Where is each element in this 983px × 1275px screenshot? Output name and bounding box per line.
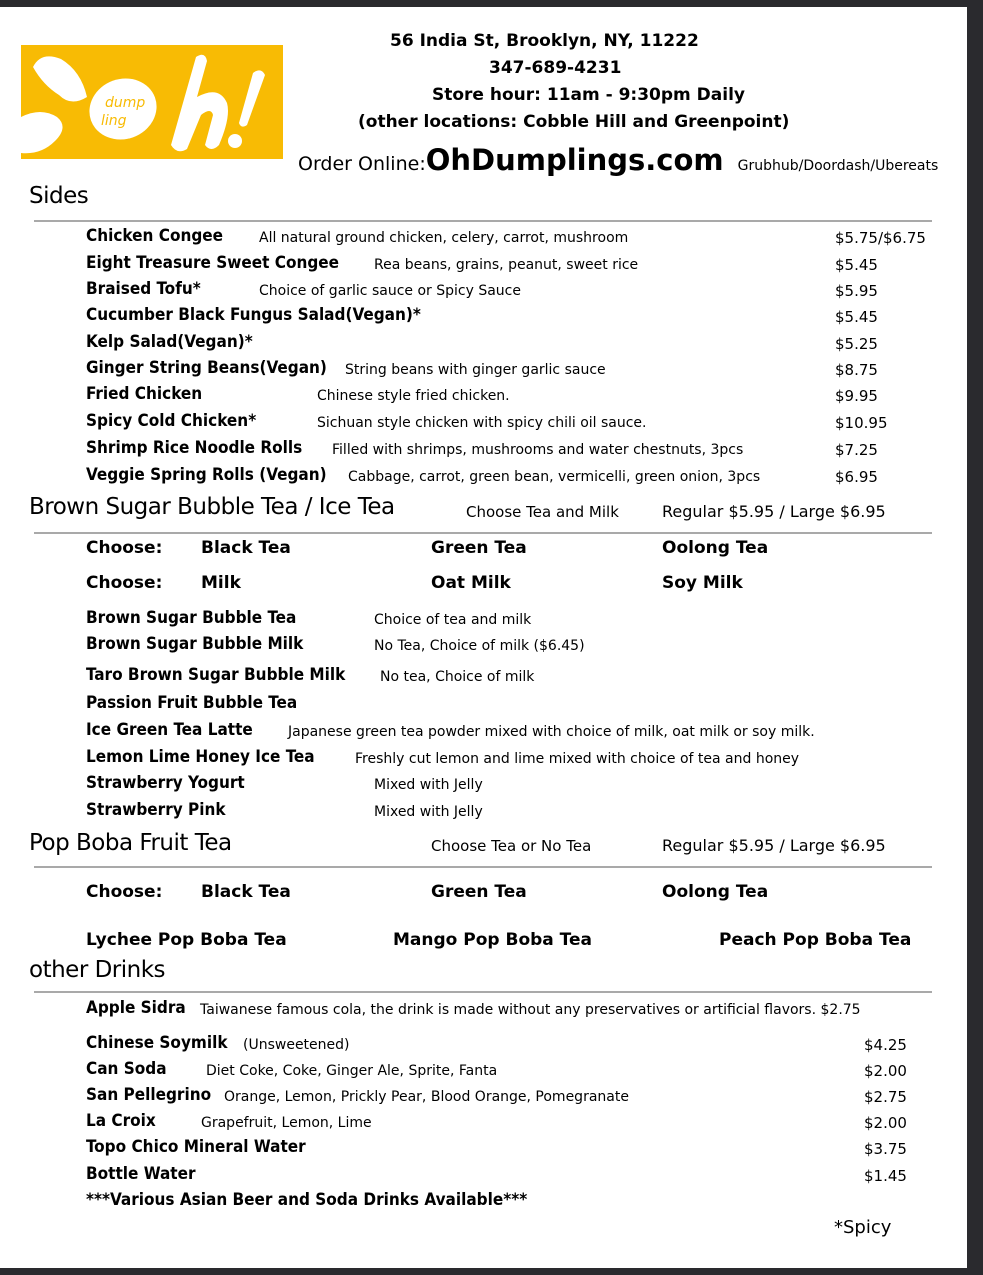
item-desc: Mixed with Jelly [374,804,483,820]
choose-label: Choose: [86,573,163,593]
other-locations: (other locations: Cobble Hill and Greenpoint) [358,112,790,132]
milk-option-soy: Soy Milk [662,573,743,593]
item-desc: No tea, Choice of milk [380,669,535,685]
tea-option-black: Black Tea [201,882,291,902]
milk-option-milk: Milk [201,573,241,593]
item-name: Ginger String Beans(Vegan) [86,358,327,378]
section-price: Regular $5.95 / Large $6.95 [662,502,886,521]
item-name: Apple Sidra [86,998,186,1018]
item-name: Taro Brown Sugar Bubble Milk [86,665,346,685]
item-name: Strawberry Pink [86,800,226,820]
item-name: Strawberry Yogurt [86,773,245,793]
item-desc: (Unsweetened) [243,1037,350,1053]
choose-label: Choose: [86,882,163,902]
item-price: $4.25 [864,1036,907,1054]
phone-number[interactable]: 347-689-4231 [489,58,622,78]
item-desc: String beans with ginger garlic sauce [345,362,606,378]
section-title-bubble-tea: Brown Sugar Bubble Tea / Ice Tea [29,494,395,520]
tea-option-oolong: Oolong Tea [662,882,769,902]
item-name: Topo Chico Mineral Water [86,1137,306,1157]
item-price: $2.75 [864,1088,907,1106]
item-price: $3.75 [864,1140,907,1158]
item-desc: Rea beans, grains, peanut, sweet rice [374,257,639,273]
dumpling-logo-icon [21,45,283,159]
divider [34,866,932,868]
order-online-line [298,143,938,177]
item-name: San Pellegrino [86,1085,212,1105]
section-note: Choose Tea and Milk [466,503,619,521]
item-price: $5.25 [835,335,878,353]
item-desc: Mixed with Jelly [374,777,483,793]
section-title-other-drinks: other Drinks [29,957,166,983]
item-name: La Croix [86,1111,156,1131]
item-name: Kelp Salad(Vegan)* [86,332,253,352]
section-title-pop-boba: Pop Boba Fruit Tea [29,830,232,856]
item-desc: Choice of garlic sauce or Spicy Sauce [259,283,521,299]
item-desc: All natural ground chicken, celery, carrot, mushroom [259,230,629,246]
delivery-services: Grubhub/Doordash/Ubereats [737,158,939,174]
item-price: $2.00 [864,1062,907,1080]
item-name: Brown Sugar Bubble Tea [86,608,297,628]
tea-option-green: Green Tea [431,882,527,902]
item-name: Fried Chicken [86,384,203,404]
oh-dumpling-logo [21,45,283,159]
item-price: $6.95 [835,468,878,486]
item-name: Braised Tofu* [86,279,201,299]
item-desc: No Tea, Choice of milk ($6.45) [374,638,585,654]
section-note: Choose Tea or No Tea [431,837,592,855]
item-name: Chinese Soymilk [86,1033,228,1053]
order-website-link[interactable]: OhDumplings.com [425,143,724,177]
item-desc: Diet Coke, Coke, Ginger Ale, Sprite, Fanta [206,1063,498,1079]
item-desc: Sichuan style chicken with spicy chili oil sauce. [317,415,647,431]
item-name: Spicy Cold Chicken* [86,411,257,431]
item-desc: Taiwanese famous cola, the drink is made without any preservatives or artificial flavors. $2.75 [200,1002,861,1018]
item-desc: Filled with shrimps, mushrooms and water chestnuts, 3pcs [332,442,744,458]
flavor-lychee: Lychee Pop Boba Tea [86,930,287,950]
item-desc: Orange, Lemon, Prickly Pear, Blood Orange, Pomegranate [224,1089,629,1105]
item-price: $1.45 [864,1167,907,1185]
item-price: $5.95 [835,282,878,300]
item-name: Chicken Congee [86,226,224,246]
item-name: Brown Sugar Bubble Milk [86,634,304,654]
item-price: $5.45 [835,308,878,326]
choose-label: Choose: [86,538,163,558]
item-name: Veggie Spring Rolls (Vegan) [86,465,327,485]
item-desc: Freshly cut lemon and lime mixed with choice of tea and honey [355,751,800,767]
divider [34,991,932,993]
milk-option-oat: Oat Milk [431,573,511,593]
item-name: Lemon Lime Honey Ice Tea [86,747,315,767]
item-name: Ice Green Tea Latte [86,720,253,740]
store-hours: Store hour: 11am - 9:30pm Daily [432,85,746,105]
item-price: $9.95 [835,387,878,405]
item-desc: Japanese green tea powder mixed with choice of milk, oat milk or soy milk. [288,724,815,740]
item-price: $10.95 [835,414,888,432]
section-price: Regular $5.95 / Large $6.95 [662,836,886,855]
spicy-legend: *Spicy [834,1217,892,1238]
svg-text:ling: ling [101,113,127,129]
footer-note: ***Various Asian Beer and Soda Drinks Available*** [86,1190,528,1210]
item-desc: Grapefruit, Lemon, Lime [201,1115,372,1131]
divider [34,532,932,534]
section-title-sides: Sides [29,183,89,209]
item-price: $5.75/$6.75 [835,229,926,247]
divider [34,220,932,222]
item-desc: Choice of tea and milk [374,612,532,628]
tea-option-black: Black Tea [201,538,291,558]
flavor-mango: Mango Pop Boba Tea [393,930,593,950]
item-price: $8.75 [835,361,878,379]
item-name: Bottle Water [86,1164,196,1184]
item-price: $2.00 [864,1114,907,1132]
tea-option-oolong: Oolong Tea [662,538,769,558]
address: 56 India St, Brooklyn, NY, 11222 [390,31,699,51]
item-name: Eight Treasure Sweet Congee [86,253,340,273]
item-desc: Chinese style fried chicken. [317,388,510,404]
item-price: $7.25 [835,441,878,459]
item-name: Can Soda [86,1059,167,1079]
item-desc: Cabbage, carrot, green bean, vermicelli, green onion, 3pcs [348,469,761,485]
item-price: $5.45 [835,256,878,274]
item-name: Cucumber Black Fungus Salad(Vegan)* [86,305,421,325]
flavor-peach: Peach Pop Boba Tea [719,930,912,950]
item-name: Passion Fruit Bubble Tea [86,693,298,713]
order-online-label: Order Online: [298,153,426,175]
item-name: Shrimp Rice Noodle Rolls [86,438,303,458]
tea-option-green: Green Tea [431,538,527,558]
menu-page [0,7,967,1268]
svg-text:dump: dump [105,95,146,111]
